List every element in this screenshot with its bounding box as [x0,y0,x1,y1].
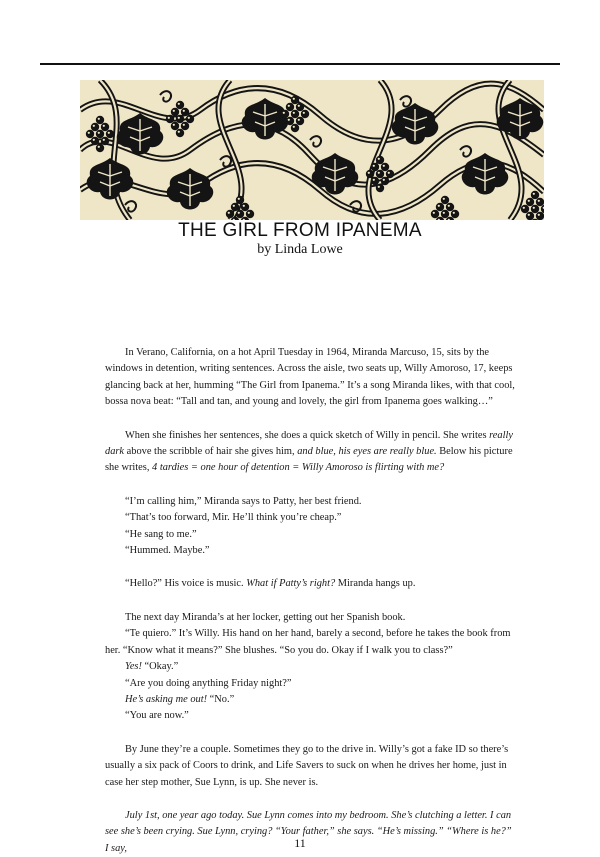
story-body [105,345,515,857]
vine-leaf-grape-ornament-icon [80,80,544,220]
story-byline: by Linda Lowe [257,242,343,257]
dialog-line: “I’m calling him,” Miranda says to Patty, her best friend. [125,495,362,507]
dialog-line: “Te quiero.” It’s Willy. His hand on her hand, barely a second, before he takes the book from her. “Know what it means?” She blushes. “So you do. Okay if I walk you to class?” [105,628,511,656]
vine-ornament-banner [80,80,544,220]
dialog-line: “Hummed. Maybe.” [125,545,210,557]
dialog-line: “You are now.” [125,710,189,722]
paragraph-detention: In Verano, California, on a hot April Tuesday in 1964, Miranda Marcuso, 15, sits by the windows in detention, writing sentences. Across the aisle, two seats up, Willy Amoroso, 17, keeps glancing back at her, humming “The Girl from Ipanema.” It’s a song Miranda likes, with that cool, bossa nova beat: “Tall and tan, and young and lovely, the girl from Ipanema goes walking…” [105,347,515,408]
dialog-line: “Are you doing anything Friday night?” [125,677,292,689]
dialog-line: He’s asking me out! “No.” [125,693,235,705]
top-rule [40,63,560,65]
story-title: THE GIRL FROM IPANEMA [178,220,422,241]
dialog-line: “He sang to me.” [125,528,197,540]
paragraph-flashback: July 1st, one year ago today. Sue Lynn comes into my bedroom. She’s clutching a letter. I can see she’s been crying. Sue Lynn, crying? “Your father,” she says. “He’s missing.” “Where is he?” I say, [105,809,512,854]
paragraph-couple: By June they’re a couple. Sometimes they go to the drive in. Willy’s got a fake ID so there’s usually a six pack of Coors to drink, and Life Savers to suck on when he drives her home, just in case her step mother, Sue Lynn, is up. She never is. [105,743,509,788]
dialog-line: “That’s too forward, Mir. He’ll think you’re cheap.” [125,512,342,524]
paragraph-locker: The next day Miranda’s at her locker, getting out her Spanish book. [125,611,406,623]
dialog-line: Yes! “Okay.” [125,661,179,673]
paragraph-sketch: When she finishes her sentences, she does a quick sketch of Willy in pencil. She writes really dark above the scribble of hair she gives him, and blue, his eyes are really blue. Below his picture she writes, 4 tardies = one hour of detention = Willy Amoroso is flirting with me? [105,429,513,474]
page-number: 11 [294,836,306,850]
paragraph-phone-call: “Hello?” His voice is music. What if Patty’s right? Miranda hangs up. [125,578,416,590]
